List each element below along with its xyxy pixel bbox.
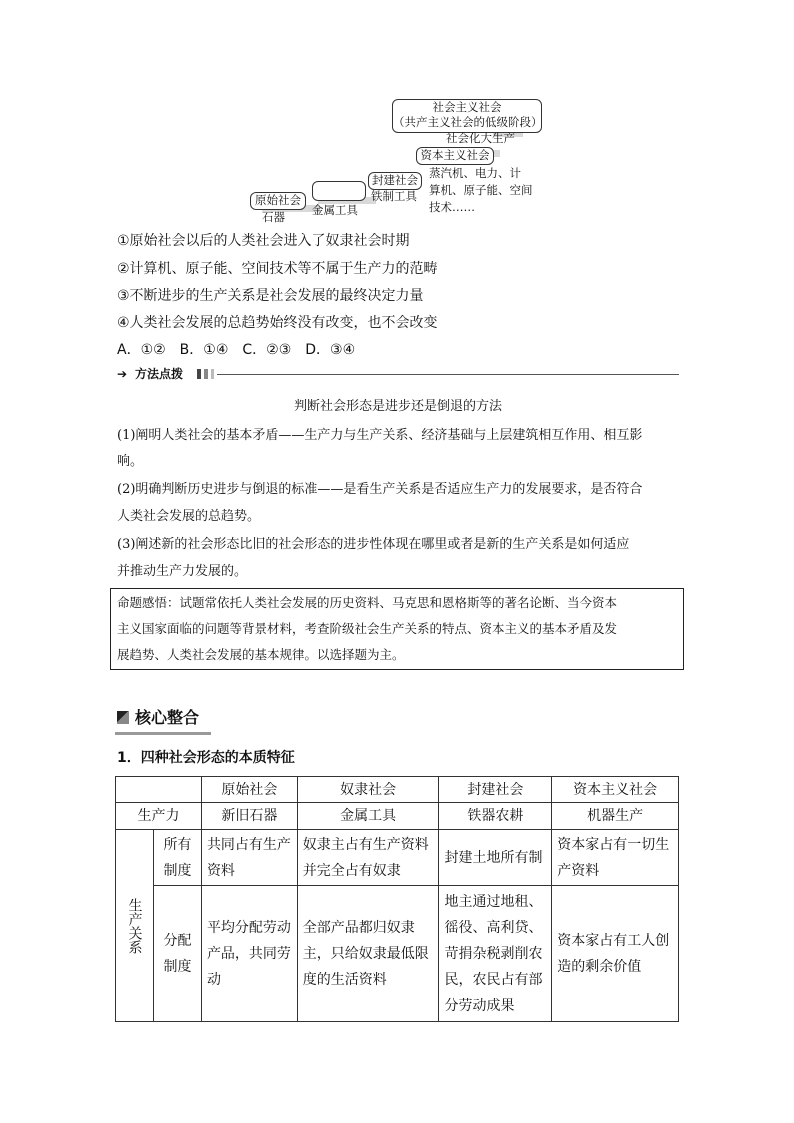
table-cell: 奴隶主占有生产资料并完全占有奴隶 [297,830,439,886]
method-tip-header [117,366,679,382]
primitive-label: 原始社会 [255,193,301,207]
answer-choices: A．①② B．①④ C．②③ D．③④ [117,342,356,358]
table-header-cell: 资本主义社会 [552,777,679,803]
table-header-cell: 封建社会 [439,777,552,803]
capitalism-label: 资本主义社会 [420,148,490,162]
row-label-ownership [153,830,201,886]
socialism-tool-label: 社会化大生产 [446,131,515,145]
bronze-tool-label: 金属工具 [312,203,358,217]
feudal-box [368,172,422,190]
ownership-label: 所有制度 [163,836,192,879]
table-header-cell: 原始社会 [201,777,297,803]
method-line: (2)明确判断历史进步与倒退的标准——是看生产关系是否适应生产力的发展要求，是否符合 [117,482,643,497]
table-cell: 封建土地所有制 [439,830,552,886]
table-cell: 全部产品都归奴隶主，只给奴隶最低限度的生活资料 [297,886,439,1022]
capitalism-tool-line: 蒸汽机、电力、计 [429,166,521,180]
table-header-cell: 奴隶社会 [297,777,439,803]
table-row [116,830,679,886]
bar-decoration-icon [197,369,201,379]
table-cell: 新旧石器 [201,803,297,830]
distribution-label: 分配制度 [163,932,192,975]
method-line: 并推动生产力发展的。 [117,564,248,579]
table-cell: 金属工具 [297,803,439,830]
section-subtitle: 1．四种社会形态的本质特征 [117,750,295,766]
table-cell: 地主通过地租、徭役、高利贷、苛捐杂税剥削农民，农民占有部分劳动成果 [439,886,552,1022]
feudal-label: 封建社会 [372,173,418,187]
insight-box [110,588,684,670]
row-label-productivity: 生产力 [116,803,202,830]
table-cell: 资本家占有工人创造的剩余价值 [552,886,679,1022]
capitalism-tool-label [429,165,533,216]
option-1: ①原始社会以后的人类社会进入了奴隶社会时期 [117,233,410,249]
primitive-tool-label: 石器 [262,210,285,224]
section-header [115,707,235,731]
section-title: 核心整合 [135,708,200,727]
insight-line: 展趋势、人类社会发展的基本规律。以选择题为主。 [117,647,405,662]
social-forms-table [115,776,679,1022]
capitalism-box [416,147,494,165]
bar-decoration-icon [204,369,208,379]
socialism-box [392,99,542,133]
table-cell: 铁器农耕 [439,803,552,830]
table-cell: 机器生产 [552,803,679,830]
row-label-distribution [153,886,201,1022]
table-cell: 资本家占有一切生产资料 [552,830,679,886]
primitive-box [250,192,306,210]
row-label-relations [116,830,154,1022]
section-underline [115,732,211,735]
method-title: 判断社会形态是进步还是倒退的方法 [293,399,502,414]
insight-line: 命题感悟：试题常依托人类社会发展的历史资料、马克思和恩格斯等的著名论断、当今资本 [117,595,618,610]
blank-fill-box [312,181,366,201]
socialism-label: 社会主义社会 [432,100,502,114]
table-cell: 共同占有生产资料 [201,830,297,886]
method-line: 人类社会发展的总趋势。 [117,509,261,524]
option-4: ④人类社会发展的总趋势始终没有改变，也不会改变 [117,315,438,331]
table-header-row [116,777,679,803]
table-cell: 平均分配劳动产品，共同劳动 [201,886,297,1022]
table-row [116,803,679,830]
arrow-icon: ➔ [117,367,128,381]
method-line: (1)阐明人类社会的基本矛盾——生产力与生产关系、经济基础与上层建筑相互作用、相互影 [117,428,643,443]
section-marker-icon [117,711,129,724]
insight-line: 主义国家面临的问题等背景材料，考查阶级社会生产关系的特点、资本主义的基本矛盾及发 [117,621,618,636]
table-row [116,886,679,1022]
option-2: ②计算机、原子能、空间技术等不属于生产力的范畴 [117,261,438,277]
option-3: ③不断进步的生产关系是社会发展的最终决定力量 [117,288,424,304]
relations-label: 生产关系 [126,897,143,954]
table-header-cell [116,777,202,803]
bar-decoration-icon [211,369,214,379]
capitalism-tool-line: 算机、原子能、空间 [429,183,533,197]
method-line: (3)阐述新的社会形态比旧的社会形态的进步性体现在哪里或者是新的生产关系是如何适应 [117,537,630,552]
divider-line [217,374,679,375]
capitalism-tool-line: 技术…… [429,200,475,214]
method-tip-label: 方法点拨 [135,367,184,381]
feudal-tool-label: 铁制工具 [371,189,417,203]
method-line: 响。 [117,454,144,469]
socialism-note: （共产主义社会的低级阶段） [393,115,543,129]
